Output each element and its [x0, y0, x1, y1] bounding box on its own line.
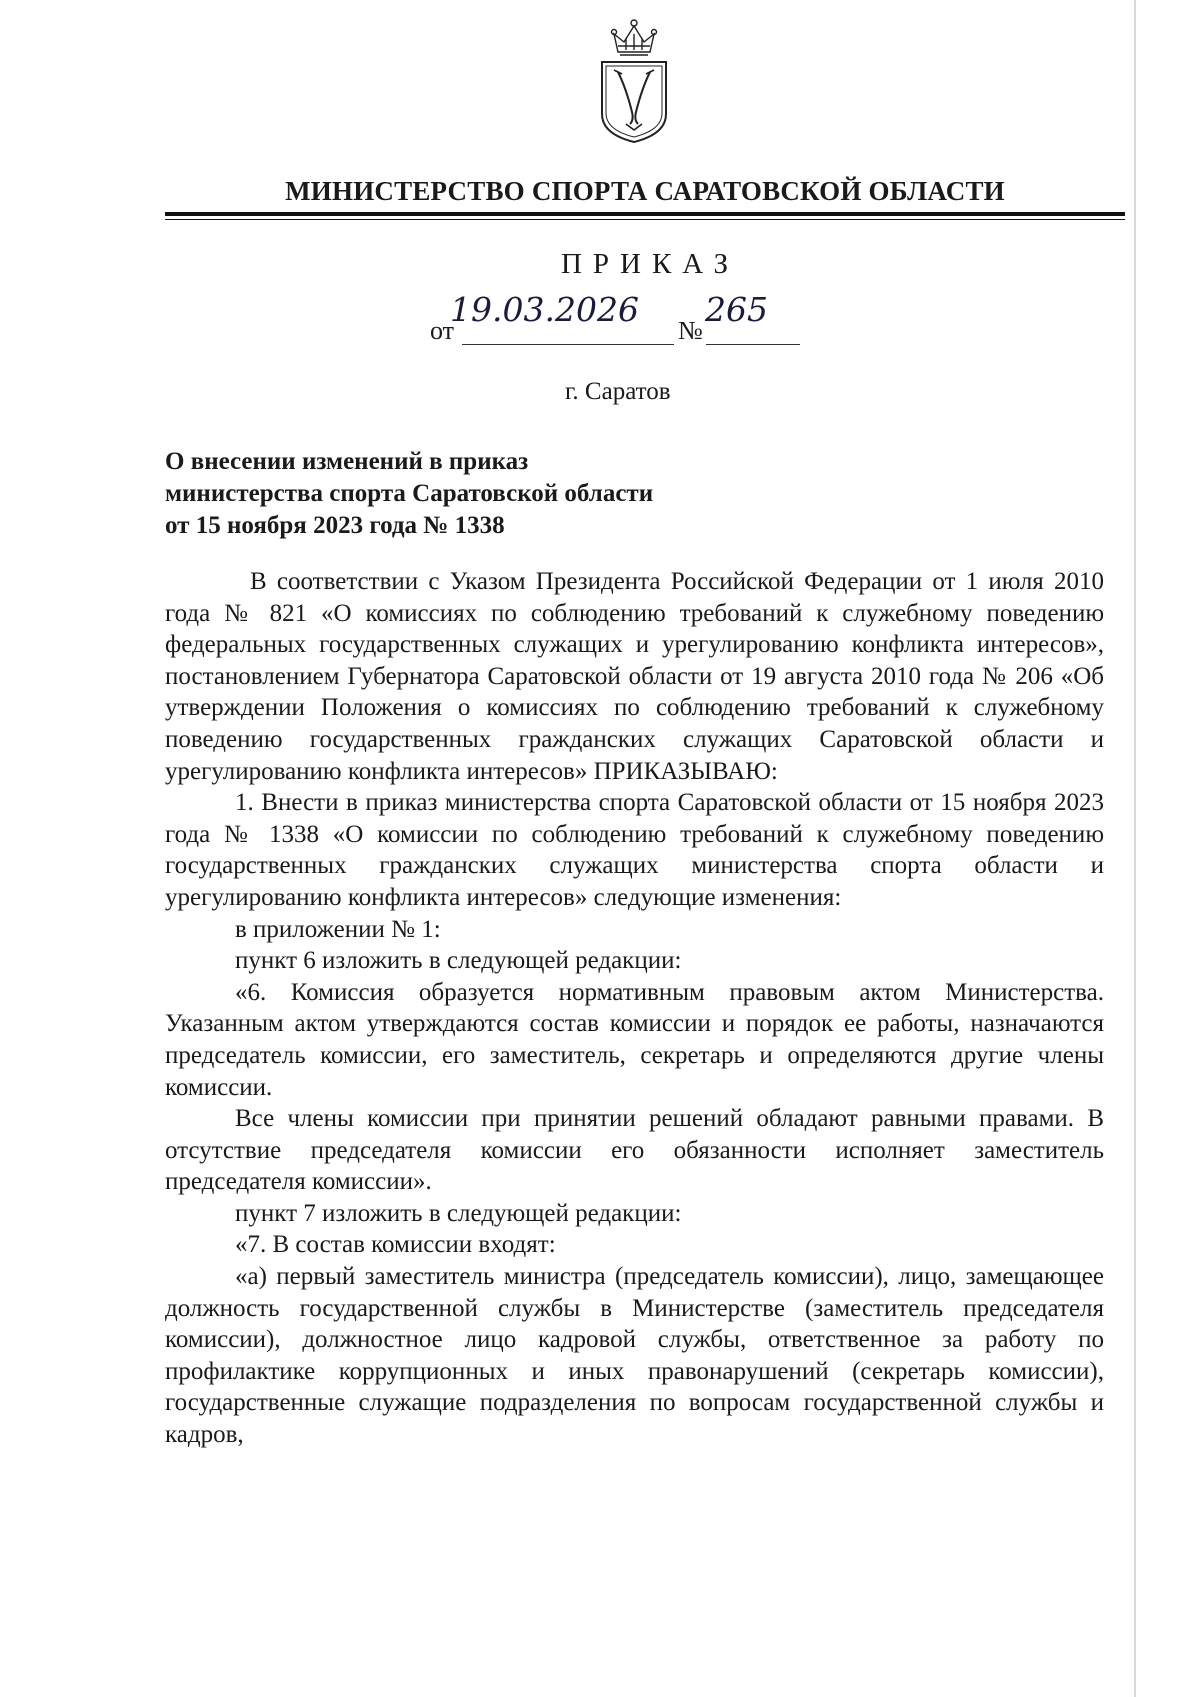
paragraph-item-6-intro: пункт 6 изложить в следующей редакции: — [235, 947, 682, 975]
date-prefix: от — [430, 316, 455, 345]
handwritten-date: 19.03.2026 — [450, 290, 639, 329]
number-prefix: № — [678, 316, 703, 345]
header-rule-thin — [165, 219, 1125, 220]
subject-line-2: министерства спорта Саратовской области — [165, 480, 654, 507]
city-name: г. Саратов — [565, 378, 671, 405]
preamble-paragraph: В соответствии с Указом Президента Российской Федерации от 1 июля 2010 года № 821 «О комиссиях по соблюдению требований к служебному поведению федеральных государственных служащих и урегулированию конфликта интересов», постановлением Губернатора Саратовской области от 19 августа 2010 года № 206 «Об утверждении Положения о комиссиях по соблюдению требований к служебному поведению государственных гражданских служащих Саратовской области и урегулированию конфликта интересов» ПРИКАЗЫВАЮ: — [165, 568, 1104, 785]
paragraph-item-7-intro: пункт 7 изложить в следующей редакции: — [235, 1199, 682, 1227]
subject-line-3: от 15 ноября 2023 года № 1338 — [165, 512, 505, 539]
document-type: ПРИКАЗ — [560, 248, 740, 280]
order-body — [165, 566, 1104, 1451]
paragraph-1: 1. Внести в приказ министерства спорта Саратовской области от 15 ноября 2023 года № 1338 «О комиссии по соблюдению требований к служебному поведению государственных гражданских служащих министерства спорта области и урегулированию конфликта интересов» следующие изменения: — [165, 789, 1104, 911]
paragraph-item-7a: «а) первый заместитель министра (председатель комиссии), лицо, замещающее должность государственной службы в Министерстве (заместитель председателя комиссии), должностное лицо кадровой службы, ответственное за работу по профилактике коррупционных и иных правонарушений (секретарь комиссии), государственные служащие подразделения по вопросам государственной службы и кадров, — [165, 1263, 1104, 1449]
header-rule-thick — [165, 212, 1125, 216]
handwritten-number: 265 — [705, 290, 768, 329]
paragraph-item-6-text-2: Все члены комиссии при принятии решений обладают равными правами. В отсутствие председателя комиссии его обязанности исполняет заместитель председателя комиссии». — [165, 1105, 1104, 1196]
subject-line-1: О внесении изменений в приказ — [165, 448, 529, 475]
paragraph-appendix: в приложении № 1: — [235, 915, 441, 943]
ministry-name: МИНИСТЕРСТВО СПОРТА САРАТОВСКОЙ ОБЛАСТИ — [285, 176, 1005, 206]
paragraph-item-7-heading: «7. В состав комиссии входят: — [235, 1231, 556, 1259]
number-underline — [706, 344, 800, 345]
coat-of-arms-emblem — [596, 16, 672, 146]
date-underline — [462, 344, 674, 345]
paragraph-item-6-text: «6. Комиссия образуется нормативным правовым актом Министерства. Указанным актом утверждаются состав комиссии и порядок ее работы, назначаются председатель комиссии, его заместитель, секретарь и определяются другие члены комиссии. — [165, 978, 1104, 1101]
order-subject — [165, 446, 865, 542]
